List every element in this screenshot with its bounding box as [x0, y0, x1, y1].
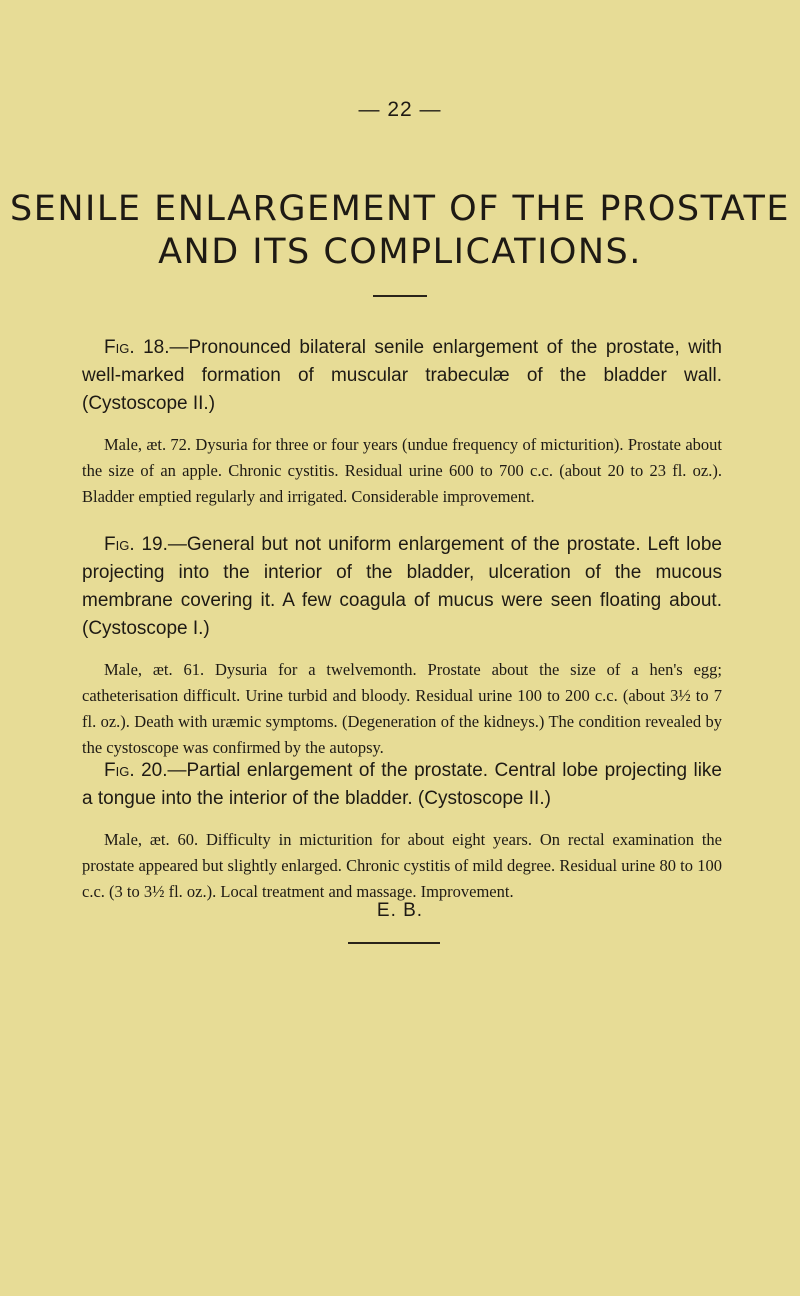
- case-notes: Male, æt. 61. Dysuria for a twelvemonth. Prostate about the size of a hen's egg; catheterisation difficult. Urine turbid and bloody. Residual urine 100 to 200 c.c. (about 3½ to 7 fl. oz.). Death with uræmic symptoms. (Degeneration of the kidneys.) The condition revealed by the cystoscope was confirmed by the autopsy.: [82, 660, 722, 757]
- figure-caption: [82, 531, 722, 643]
- figure-caption: [82, 757, 722, 813]
- figure-entry-20: [82, 757, 722, 905]
- figure-entry-19: [82, 531, 722, 761]
- caption-text: —General but not uniform enlargement of the prostate. Left lobe projecting into the interior of the bladder, ulceration of the mucous membrane covering it. A few coagula of mucus were seen floating about. (Cystoscope I.): [82, 534, 722, 639]
- figure-label: Fig. 19.: [104, 534, 168, 555]
- author-signature: E. B.: [376, 900, 424, 921]
- figure-caption: [82, 334, 722, 418]
- page-number: — 22 —: [358, 98, 442, 121]
- page-title: [0, 188, 800, 274]
- divider-bottom: [348, 942, 440, 944]
- figure-label: Fig. 20.: [104, 760, 168, 781]
- figure-entry-18: [82, 334, 722, 510]
- title-line-2: AND ITS COMPLICATIONS.: [158, 232, 642, 272]
- divider-top: [373, 295, 427, 297]
- case-notes: Male, æt. 60. Difficulty in micturition for about eight years. On rectal examination the prostate appeared but slightly enlarged. Chronic cystitis of mild degree. Residual urine 80 to 100 c.c. (3 to 3½ fl. oz.). Local treatment and massage. Improvement.: [82, 830, 722, 901]
- case-notes: Male, æt. 72. Dysuria for three or four years (undue frequency of micturition). Prostate about the size of an apple. Chronic cystitis. Residual urine 600 to 700 c.c. (about 20 to 23 fl. oz.). Bladder emptied regularly and irrigated. Considerable improvement.: [82, 435, 722, 506]
- figure-label: Fig. 18.: [104, 337, 170, 358]
- caption-text: —Pronounced bilateral senile enlargement of the prostate, with well-marked formation of muscular trabeculæ of the bladder wall. (Cystoscope II.): [82, 337, 722, 414]
- title-line-1: SENILE ENLARGEMENT OF THE PROSTATE: [10, 189, 790, 229]
- caption-text: —Partial enlargement of the prostate. Central lobe projecting like a tongue into the interior of the bladder. (Cystoscope II.): [82, 760, 722, 809]
